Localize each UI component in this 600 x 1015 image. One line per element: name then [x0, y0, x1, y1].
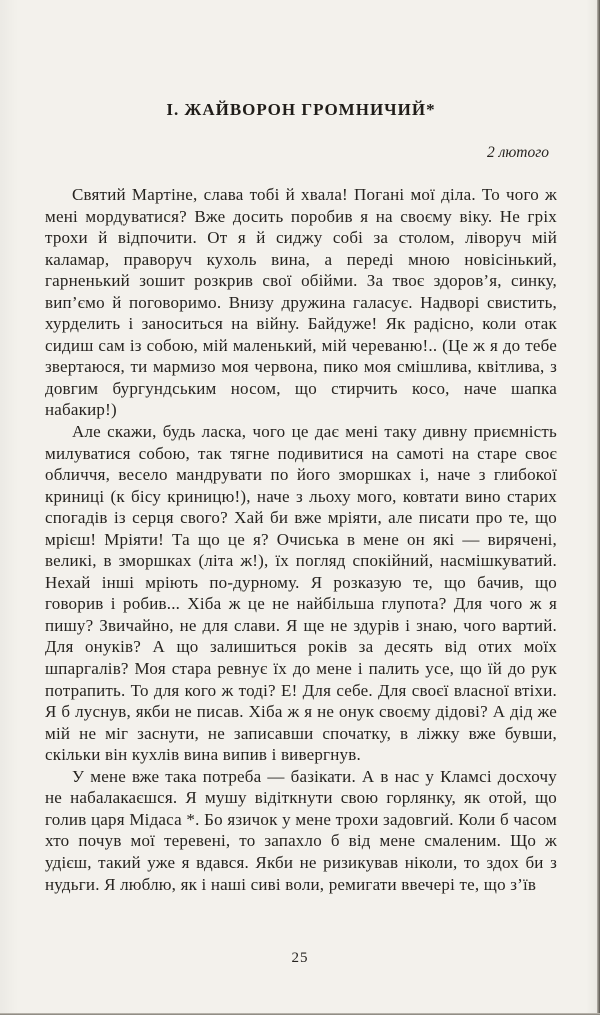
- paragraph-2: Але скажи, будь ласка, чого це дає мені таку дивну приємність милуватися собою, так тягне подивитися на самоті на старе своє обличчя, весело мандрувати по його зморшках і, наче з глибокої криниці (к бісу криницю!), наче з льоху мого, ковтати вино старих спогадів із серця свого? Хай би вже мріяти, але писати про те, що мрієш! Мріяти! Та що це я? Очиська в мене он які — вирячені, великі, в зморшках (літа ж!), їх погляд спокійний, насмішкуватий. Нехай інші мріють по-дурному. Я розказую те, що бачив, що говорив і робив... Хіба ж це не найбільша глупота? Для чого ж я пишу? Звичайно, не для слави. Я ще не здурів і знаю, чого вартий. Для онуків? А що залишиться років за десять від отих моїх шпаргалів? Моя стара ревнує їх до мене і палить усе, що їй до рук потрапить. То для кого ж тоді? Е! Для себе. Для своєї власної втіхи. Я б луснув, якби не писав. Хіба ж я не онук своєму дідові? А дід же мій не міг заснути, не записавши спочатку, в ліжку вже бувши, скільки він кухлів вина випив і вивергнув.: [45, 422, 557, 765]
- chapter-title: І. ЖАЙВОРОН ГРОМНИЧИЙ*: [166, 100, 436, 119]
- paragraph-3: У мене вже така потреба — базікати. А в нас у Кламсі досхочу не набалакаєшся. Я мушу відіткнути свою горлянку, як отой, що голив царя Мідаса *. Бо язичок у мене трохи задовгий. Коли б часом хто почув мої теревені, то запахло б від мене смаленим. Що ж удієш, такий уже я вдався. Якби не ризикував ніколи, то здох би з нудьги. Я люблю, як і наші сиві воли, ремигати ввечері те, що з’їв: [45, 766, 557, 894]
- chapter-date: 2 лютого: [486, 144, 549, 161]
- page-number: 25: [291, 950, 309, 966]
- text-block: [45, 184, 557, 895]
- paragraph-1: Святий Мартіне, слава тобі й хвала! Погані мої діла. То чого ж мені мордуватися? Вже досить поробив я на своєму віку. Не гріх трохи й відпочити. От я й сиджу собі за столом, ліворуч мій каламар, праворуч кухоль вина, а переді мною новісінький, гарненький зошит розкрив свої обійми. За твоє здоров’я, синку, вип’ємо й поговоримо. Внизу дружина галасує. Надворі свистить, хурделить і заноситься на війну. Байдуже! Як радісно, коли отак сидиш сам із собою, мій маленький, мій череваню!.. (Це ж я до тебе звертаюся, ти мармизо моя червона, пико моя смішлива, квітлива, з довгим бургундським носом, що стирчить косо, наче шапка набакир!): [45, 185, 557, 420]
